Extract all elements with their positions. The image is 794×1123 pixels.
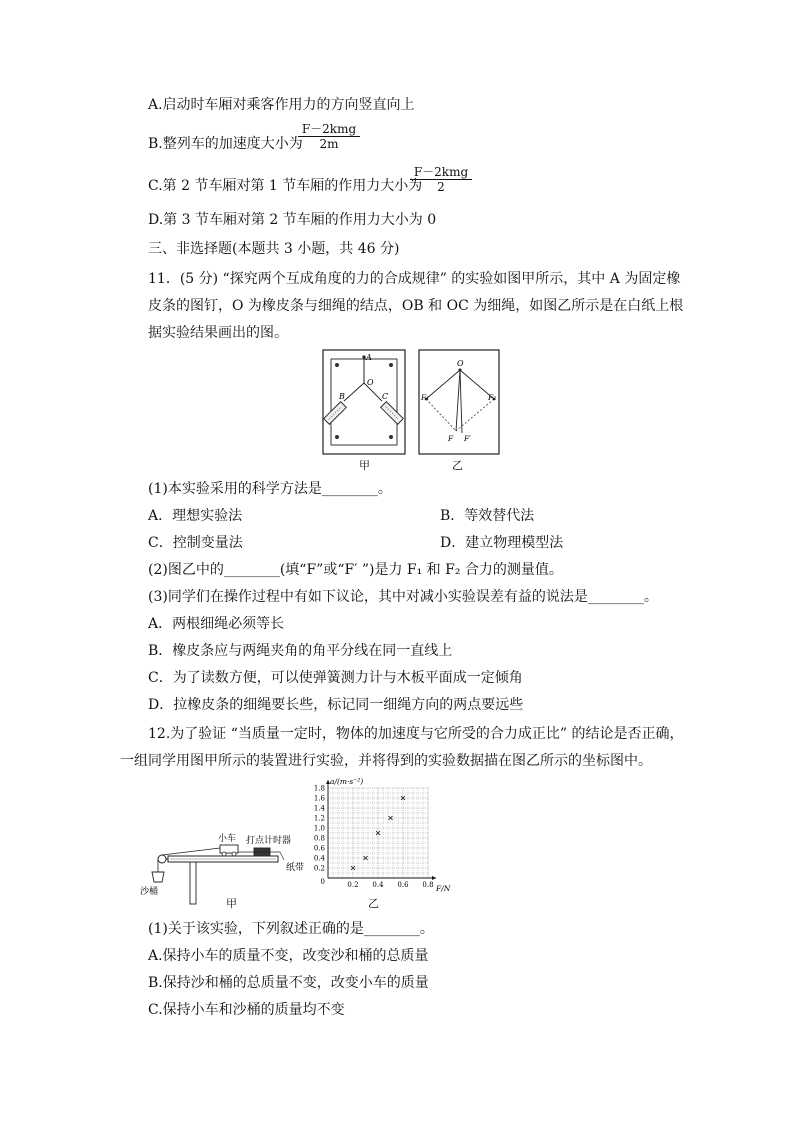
- q10-option-b: B.整列车的加速度大小为: [148, 136, 303, 152]
- chart-y-tick-label: 0.4: [313, 854, 325, 863]
- q11-sub1-option-d: D．建立物理模型法: [440, 535, 564, 551]
- q10-option-c: C.第 2 节车厢对第 1 节车厢的作用力大小为: [148, 178, 423, 194]
- q12-stem-line-2: 一组同学用图甲所示的装置进行实验，并将得到的实验数据描在图乙所示的坐标图中。: [120, 753, 652, 769]
- label-o: O: [457, 359, 464, 368]
- chart-axes: [326, 780, 436, 880]
- label-a: A: [366, 353, 372, 362]
- chart-ticks: [314, 785, 434, 890]
- q11-stem-line-2: 皮条的图钉，O 为橡皮条与细绳的结点，OB 和 OC 为细绳，如图乙所示是在白纸上根: [148, 298, 684, 314]
- q10-option-d: D.第 3 节车厢对第 2 节车厢的作用力大小为 0: [148, 212, 437, 228]
- q12-sub1-option-b: B.保持沙和桶的总质量不变，改变小车的质量: [148, 975, 429, 991]
- corner-pin-icon: [389, 435, 393, 439]
- cart-icon: [220, 845, 238, 853]
- chart-y-tick-label: 1.4: [313, 804, 325, 813]
- chart-y-tick-label: 1.2: [313, 814, 325, 823]
- label-cart: 小车: [218, 834, 237, 844]
- q11-sub1-option-c: C．控制变量法: [148, 535, 243, 551]
- label-f1: F₁: [421, 393, 430, 402]
- pulley-icon: [158, 855, 166, 863]
- q11-sub3-option-d: D．拉橡皮条的细绳要长些，标记同一细绳方向的两点要远些: [148, 697, 524, 713]
- corner-pin-icon: [335, 435, 339, 439]
- string-ob: [344, 383, 364, 401]
- q12-sub1-option-a: A.保持小车的质量不变，改变沙和桶的总质量: [148, 948, 429, 964]
- label-fprime: F′: [464, 434, 471, 443]
- chart-x-tick-label: 0.6: [397, 881, 409, 889]
- q12-chart: [296, 774, 466, 898]
- chart-y-tick-label: 1.0: [313, 824, 325, 833]
- label-timer: 打点计时器: [246, 836, 292, 846]
- chart-x-axis-label: F/N: [436, 884, 451, 893]
- q12-stem-line-1: 12.为了验证 “当质量一定时，物体的加速度与它所受的合力成正比” 的结论是否正确，: [148, 726, 684, 742]
- q11-sub2: (2)图乙中的________(填“F”或“F′ ”)是力 F₁ 和 F₂ 合力的测量值。: [148, 562, 563, 578]
- q11-sub3-option-c: C．为了读数方便，可以使弹簧测力计与木板平面成一定倾角: [148, 670, 523, 686]
- chart-x-axis-arrow-icon: [432, 876, 436, 880]
- label-o: O: [367, 378, 374, 387]
- force-fprime-line: [460, 370, 462, 433]
- q11-force-diagram: [418, 349, 502, 457]
- q11-sub1-option-a: A．理想实验法: [148, 508, 243, 524]
- q11-sub3-option-b: B．橡皮条应与两绳夹角的角平分线在同一直线上: [148, 643, 453, 659]
- fraction-denominator: 2: [437, 180, 445, 194]
- force-f-line: [456, 370, 460, 431]
- tape-pointer: [280, 852, 284, 860]
- chart-x-tick-label: 0.4: [372, 881, 384, 889]
- chart-origin-label: 0: [320, 878, 325, 886]
- section-3-title: 三、非选择题(本题共 3 小题，共 46 分): [148, 241, 400, 257]
- corner-pin-icon: [335, 363, 339, 367]
- string: [162, 848, 220, 855]
- cart-wheel-icon: [222, 852, 226, 856]
- q11-sub1-option-b: B．等效替代法: [440, 508, 535, 524]
- chart-x-tick-label: 0.2: [347, 881, 359, 889]
- chart-y-tick-label: 0.2: [313, 864, 325, 873]
- chart-y-axis-label: a/(m·s⁻²): [330, 777, 364, 786]
- chart-y-tick-label: 0.6: [313, 844, 325, 853]
- fraction-denominator: 2m: [319, 137, 339, 151]
- label-c: C: [382, 392, 389, 401]
- force-f1-line: [426, 370, 460, 399]
- q11-fig-left-caption: 甲: [359, 459, 370, 472]
- q10-option-a: A.启动时车厢对乘客作用力的方向竖直向上: [148, 97, 415, 113]
- fraction-numerator: F－2kmg: [298, 122, 360, 137]
- table-leg: [190, 862, 196, 904]
- chart-x-tick-label: 0.8: [422, 881, 434, 889]
- point-o-icon: [459, 369, 462, 372]
- corner-pin-icon: [389, 363, 393, 367]
- label-f: F: [448, 434, 454, 443]
- q12-sub1: (1)关于该实验，下列叙述正确的是________。: [148, 921, 434, 937]
- q11-sub3: (3)同学们在操作过程中有如下议论，其中对减小实验误差有益的说法是________。: [148, 589, 658, 605]
- label-tape: 纸带: [286, 863, 305, 873]
- q12-sub1-option-c: C.保持小车和沙桶的质量均不变: [148, 1002, 345, 1018]
- label-b: B: [339, 392, 345, 401]
- q12-fig-right-caption: 乙: [368, 897, 379, 910]
- spring-scale-left-icon: [324, 402, 347, 425]
- fraction-numerator: F－2kmg: [410, 165, 472, 180]
- chart-y-tick-label: 1.6: [313, 794, 325, 803]
- q11-sub3-option-a: A．两根细绳必须等长: [148, 616, 285, 632]
- label-bucket: 沙桶: [140, 887, 159, 897]
- q11-stem-line-3: 据实验结果画出的图。: [148, 325, 288, 341]
- cart-wheel-icon: [232, 852, 236, 856]
- q10-option-c-fraction: [410, 165, 472, 194]
- label-f2: F₂: [488, 393, 497, 402]
- sand-bucket-icon: [152, 872, 164, 882]
- parallelogram-dash: [426, 399, 456, 431]
- q11-sub1: (1)本实验采用的科学方法是________。: [148, 481, 392, 497]
- q11-fig-right-caption: 乙: [452, 459, 463, 472]
- spring-scale-right-icon: [381, 402, 404, 425]
- q12-apparatus-figure: [140, 832, 308, 908]
- q11-stem-line-1: 11．(5 分) “探究两个互成角度的力的合成规律” 的实验如图甲所示，其中 A 为固定橡: [148, 271, 681, 287]
- q11-board-figure: [322, 349, 408, 457]
- chart-y-tick-label: 1.8: [313, 784, 325, 793]
- q10-option-b-fraction: [298, 122, 360, 151]
- chart-y-tick-label: 0.8: [313, 834, 325, 843]
- q12-fig-left-caption: 甲: [226, 897, 237, 910]
